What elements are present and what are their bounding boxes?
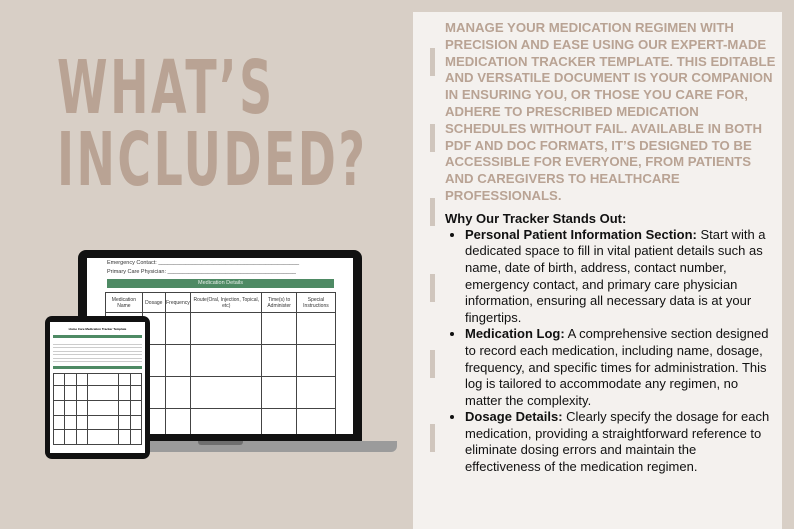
decor-bar bbox=[430, 424, 435, 452]
decor-bar bbox=[430, 124, 435, 152]
col-header: Frequency bbox=[165, 293, 190, 313]
heading-line-1: WHAT’S bbox=[57, 45, 275, 131]
tablet-mockup bbox=[45, 316, 150, 459]
col-header: Route(Oral, Injection, Topical, etc) bbox=[191, 293, 262, 313]
feature-item bbox=[465, 227, 773, 327]
decor-bar bbox=[430, 350, 435, 378]
tablet-doc-title: Home Care Medication Tracker Template bbox=[68, 327, 127, 331]
laptop-notch bbox=[198, 441, 243, 445]
page-heading bbox=[57, 45, 368, 203]
feature-title: Personal Patient Information Section: bbox=[465, 226, 697, 242]
tablet-table bbox=[53, 373, 142, 445]
physician-line: Primary Care Physician: __________________________________________ bbox=[107, 269, 296, 275]
section-header: Medication Details bbox=[107, 279, 334, 288]
feature-list bbox=[465, 227, 773, 476]
col-header: Special Instructions bbox=[296, 293, 335, 313]
feature-text: Clearly specify the dosage for each medication, providing a straightforward reference to eliminate dosing errors and maintain the effectiveness of the medication regimen. bbox=[465, 409, 770, 475]
feature-text: Start with a dedicated space to fill in vital patient details such as name, date of birth, address, contact number, emergency contact, and primary care physician information, ensuring all necessary data is at your fingertips. bbox=[465, 226, 766, 325]
col-header: Medication Name bbox=[106, 293, 143, 313]
panel-content bbox=[445, 20, 777, 476]
decor-bar bbox=[430, 48, 435, 76]
why-title: Why Our Tracker Stands Out: bbox=[445, 210, 627, 226]
feature-item bbox=[465, 409, 773, 475]
feature-text: A comprehensive section designed to record each medication, including name, dosage, frequency, and specific times for administration. This log is tailored to accommodate any regimen, no matter the complexity. bbox=[465, 326, 769, 408]
col-header: Time(s) to Administer bbox=[262, 293, 297, 313]
decor-bar bbox=[430, 198, 435, 226]
col-header: Dosage bbox=[142, 293, 165, 313]
feature-title: Dosage Details: bbox=[465, 409, 563, 425]
feature-item bbox=[465, 326, 773, 409]
tablet-fields bbox=[53, 341, 142, 363]
decor-bar bbox=[430, 274, 435, 302]
tablet-green-bar bbox=[53, 335, 142, 338]
intro-text: MANAGE YOUR MEDICATION REGIMEN WITH PRECISION AND EASE USING OUR EXPERT-MADE MEDICATION TRACKER TEMPLATE. THIS EDITABLE AND VERSATILE DOCUMENT IS YOUR COMPANION IN ENSURING YOU, OR THOSE YOU CARE FOR, ADHERE TO PRESCRIBED MEDICATION SCHEDULES WITHOUT FAIL. AVAILABLE IN BOTH PDF AND DOC FORMATS, IT’S DESIGNED TO BE ACCESSIBLE FOR EVERYONE, FROM PATIENTS AND CAREGIVERS TO HEALTHCARE PROFESSIONALS. bbox=[445, 20, 776, 203]
description-panel bbox=[413, 12, 782, 529]
heading-line-2: INCLUDED? bbox=[57, 117, 368, 203]
tablet-screen bbox=[50, 322, 145, 453]
tablet-green-bar bbox=[53, 366, 142, 369]
feature-title: Medication Log: bbox=[465, 326, 565, 342]
emergency-contact-line: Emergency Contact: ______________________________________________ bbox=[107, 260, 300, 266]
